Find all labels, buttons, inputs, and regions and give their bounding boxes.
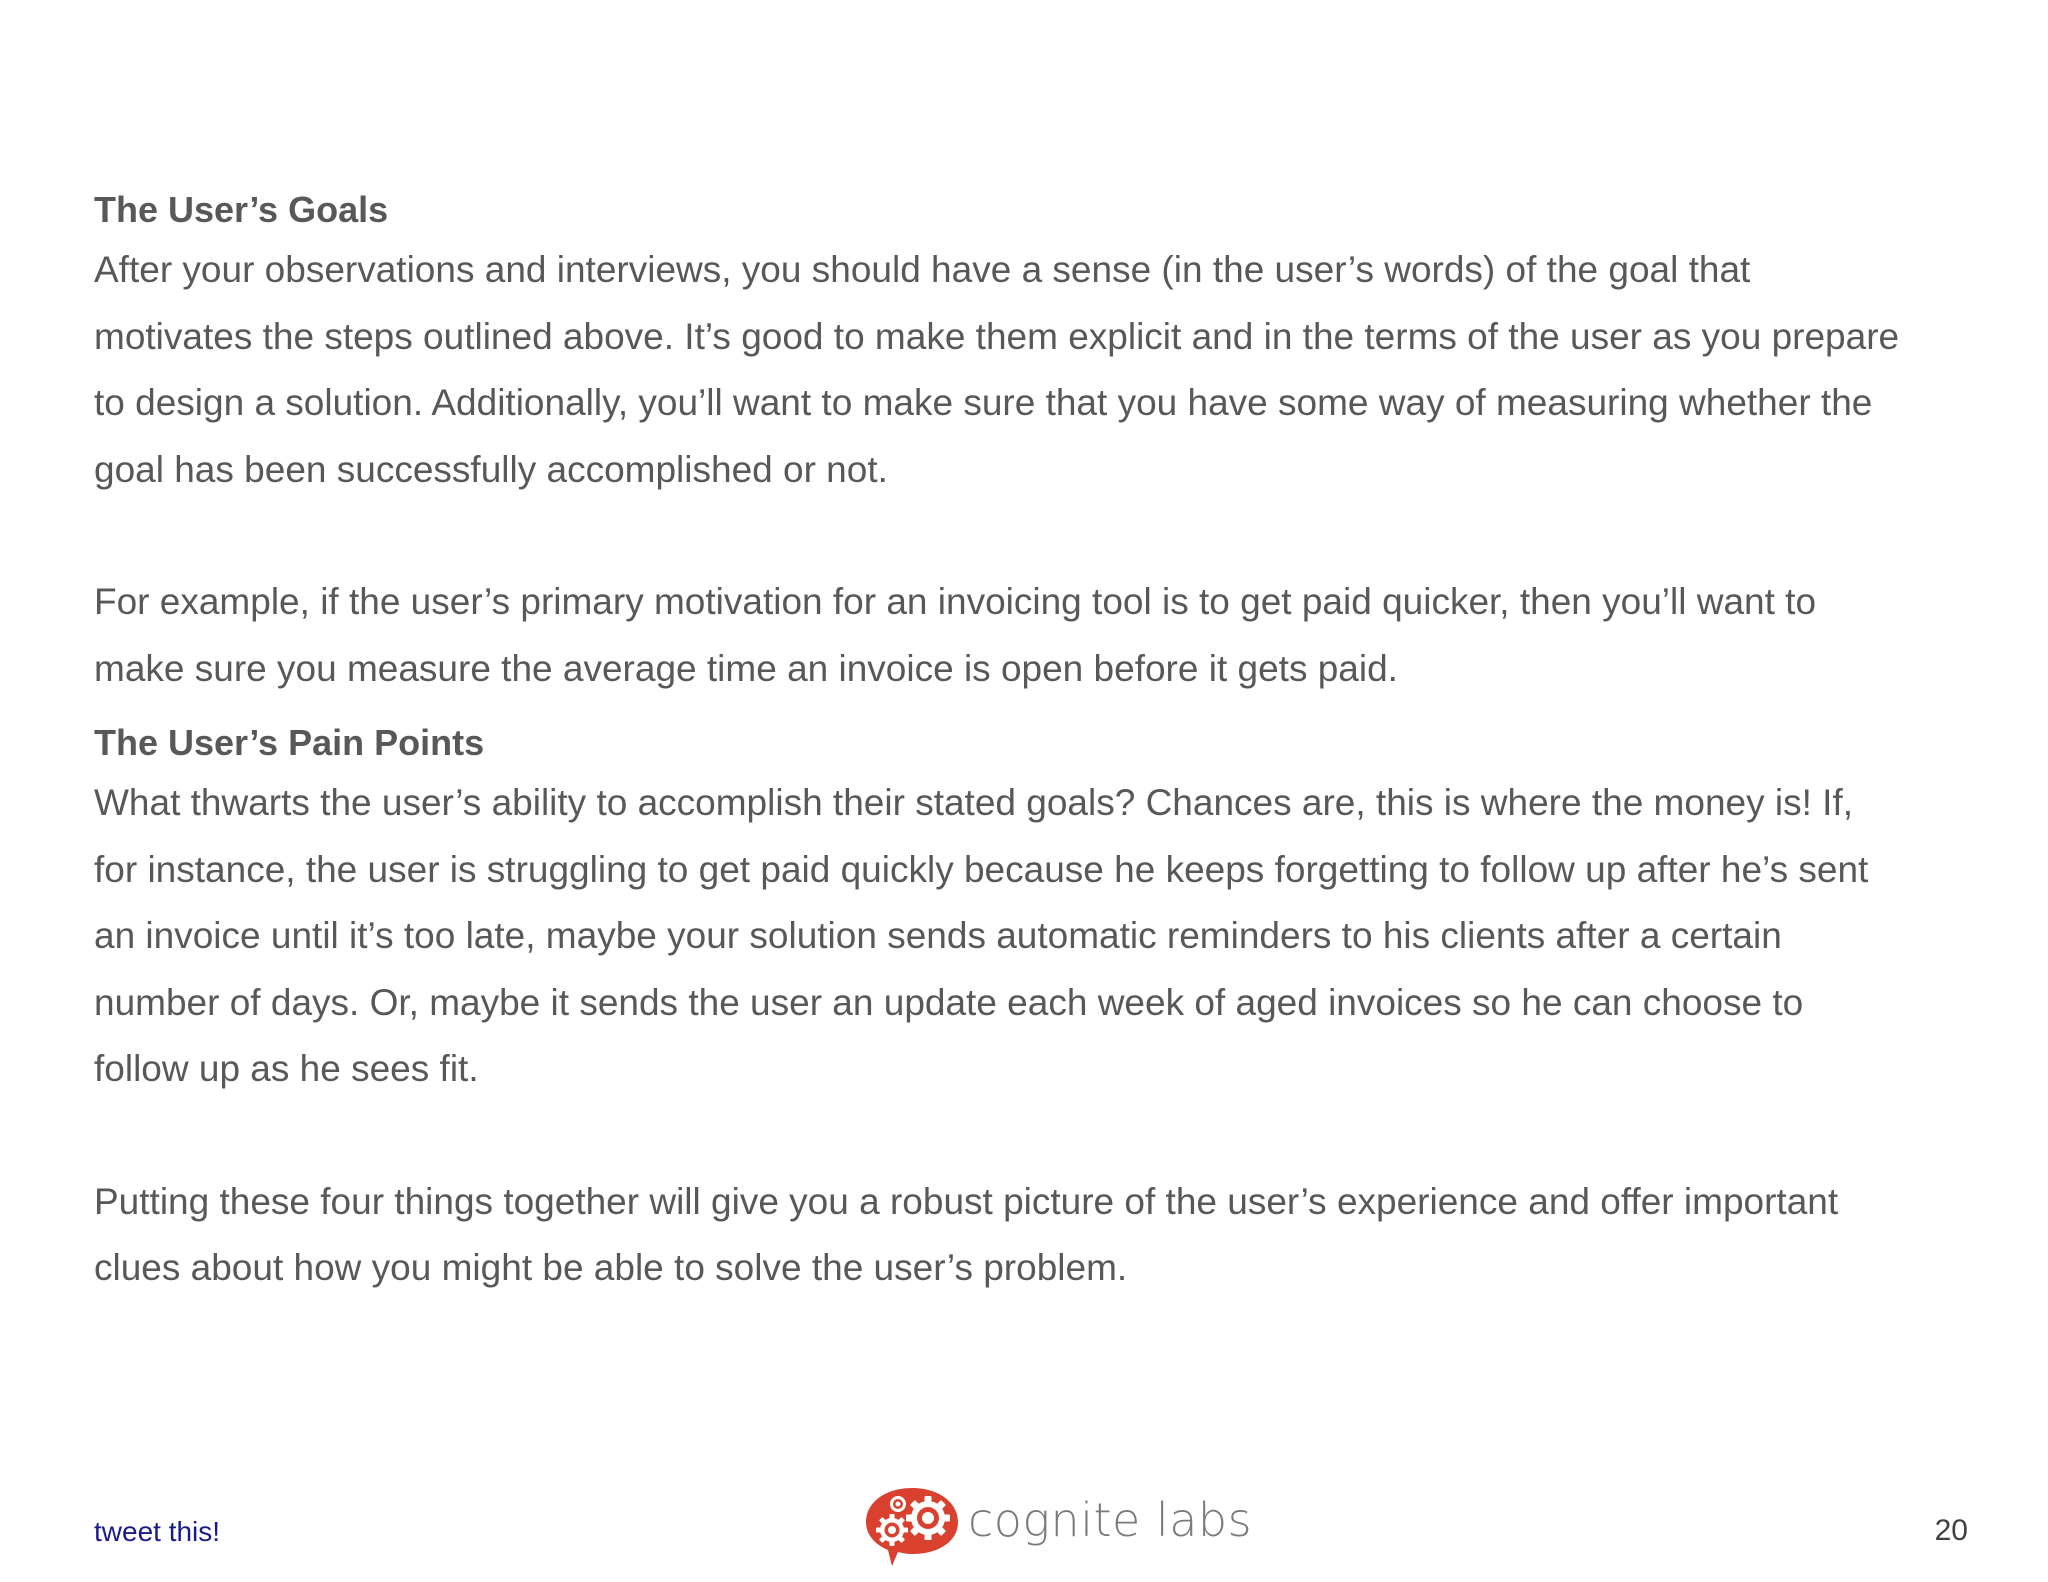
text-line: motivates the steps outlined above. It’s good to make them explicit and in the terms of the user as you prepare [94, 315, 1900, 357]
text-line: For example, if the user’s primary motivation for an invoicing tool is to get paid quicker, then you’ll want to [94, 581, 1817, 622]
text-line: What thwarts the user’s ability to accomplish their stated goals? Chances are, this is where the money is! If, [94, 782, 1853, 823]
pain-points-paragraph-2 [94, 1169, 2014, 1302]
text-line: make sure you measure the average time an invoice is open before it gets paid. [94, 647, 1398, 689]
section-gap [94, 702, 2014, 716]
paragraph-spacer [94, 503, 2014, 569]
pain-points-paragraph-1 [94, 770, 2014, 1103]
cognite-labs-logo [862, 1482, 1252, 1572]
tweet-this-link[interactable]: tweet this! [94, 1516, 221, 1547]
text-line: goal has been successfully accomplished or not. [94, 448, 888, 490]
text-line: clues about how you might be able to solve the user’s problem. [94, 1247, 1128, 1288]
goals-paragraph-1 [94, 237, 2014, 503]
text-line: After your observations and interviews, you should have a sense (in the user’s words) of the goal that [94, 249, 1751, 290]
section-heading-pain-points: The User’s Pain Points [94, 722, 485, 763]
text-line: an invoice until it’s too late, maybe your solution sends automatic reminders to his clients after a certain [94, 915, 1782, 956]
page-content [94, 183, 2014, 1302]
text-line: number of days. Or, maybe it sends the user an update each week of aged invoices so he can choose to [94, 981, 1804, 1023]
text-line: follow up as he sees fit. [94, 1048, 479, 1089]
goals-paragraph-2 [94, 569, 2014, 702]
page-footer [0, 1470, 2048, 1582]
text-line: Putting these four things together will give you a robust picture of the user’s experience and offer important [94, 1180, 1839, 1222]
logo-text: cognite labs [968, 1493, 1253, 1547]
text-line: to design a solution. Additionally, you’ll want to make sure that you have some way of measuring whether the [94, 382, 1873, 423]
paragraph-spacer [94, 1103, 2014, 1169]
section-heading-goals: The User’s Goals [94, 189, 389, 230]
page-number: 20 [1934, 1514, 1968, 1547]
text-line: for instance, the user is struggling to get paid quickly because he keeps forgetting to follow up after he’s sent [94, 848, 1869, 890]
gears-speech-bubble-icon [862, 1484, 962, 1570]
